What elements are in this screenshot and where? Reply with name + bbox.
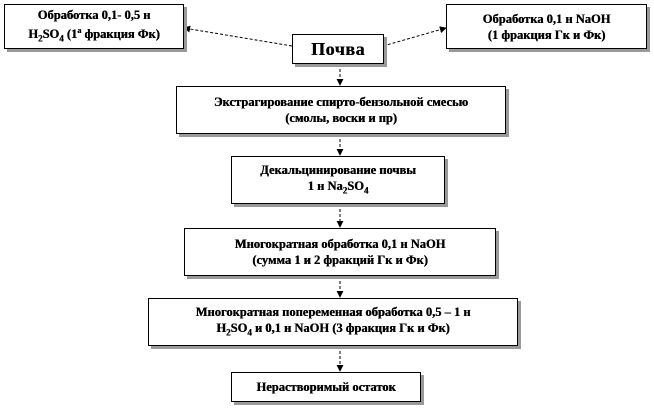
acid-treatment-box <box>4 4 184 49</box>
naoh-treatment-box <box>446 4 647 49</box>
residue-label: Нерастворимый остаток <box>256 380 396 394</box>
decalcination-line2: 1 н $Na_2SO_4$ <box>307 178 369 196</box>
multiple-naoh-line1: Многократная обработка 0,1 н NaOH <box>234 237 446 251</box>
naoh-treatment-line1: Обработка 0,1 н NaOH <box>482 11 611 26</box>
extraction-line2: (смолы, воски и пр) <box>285 111 397 125</box>
extraction-box <box>176 86 506 134</box>
alternating-line2: $H_2SO_4$ и 0,1 н NaOH (3 фракция Гк и Фк) <box>216 320 450 338</box>
soil-label: Почва <box>311 39 365 59</box>
arrow-soil-to-acid <box>184 28 292 46</box>
decalcination-line1: Декальцинирование почвы <box>260 162 416 177</box>
naoh-treatment-line2: (1 фракция Гк и Фк) <box>487 27 606 42</box>
multiple-naoh-box <box>184 228 496 276</box>
decalcination-box <box>231 156 445 204</box>
arrow-soil-to-naoh <box>383 28 446 46</box>
alternating-line1: Многократная попеременная обработка 0,5 – 1 н <box>195 304 471 319</box>
acid-treatment-line2: $H_2SO_4$ ($1^а$ фракция Фк) <box>28 25 160 44</box>
multiple-naoh-line2: (сумма 1 и 2 фракций Гк и Фк) <box>252 253 428 267</box>
acid-treatment-line1: Обработка 0,1- 0,5 н <box>37 7 151 22</box>
alternating-box <box>148 298 518 346</box>
residue-box <box>231 372 421 402</box>
extraction-line1: Экстрагирование спирто-бензольной смесью <box>213 95 469 109</box>
soil-box <box>292 34 384 64</box>
